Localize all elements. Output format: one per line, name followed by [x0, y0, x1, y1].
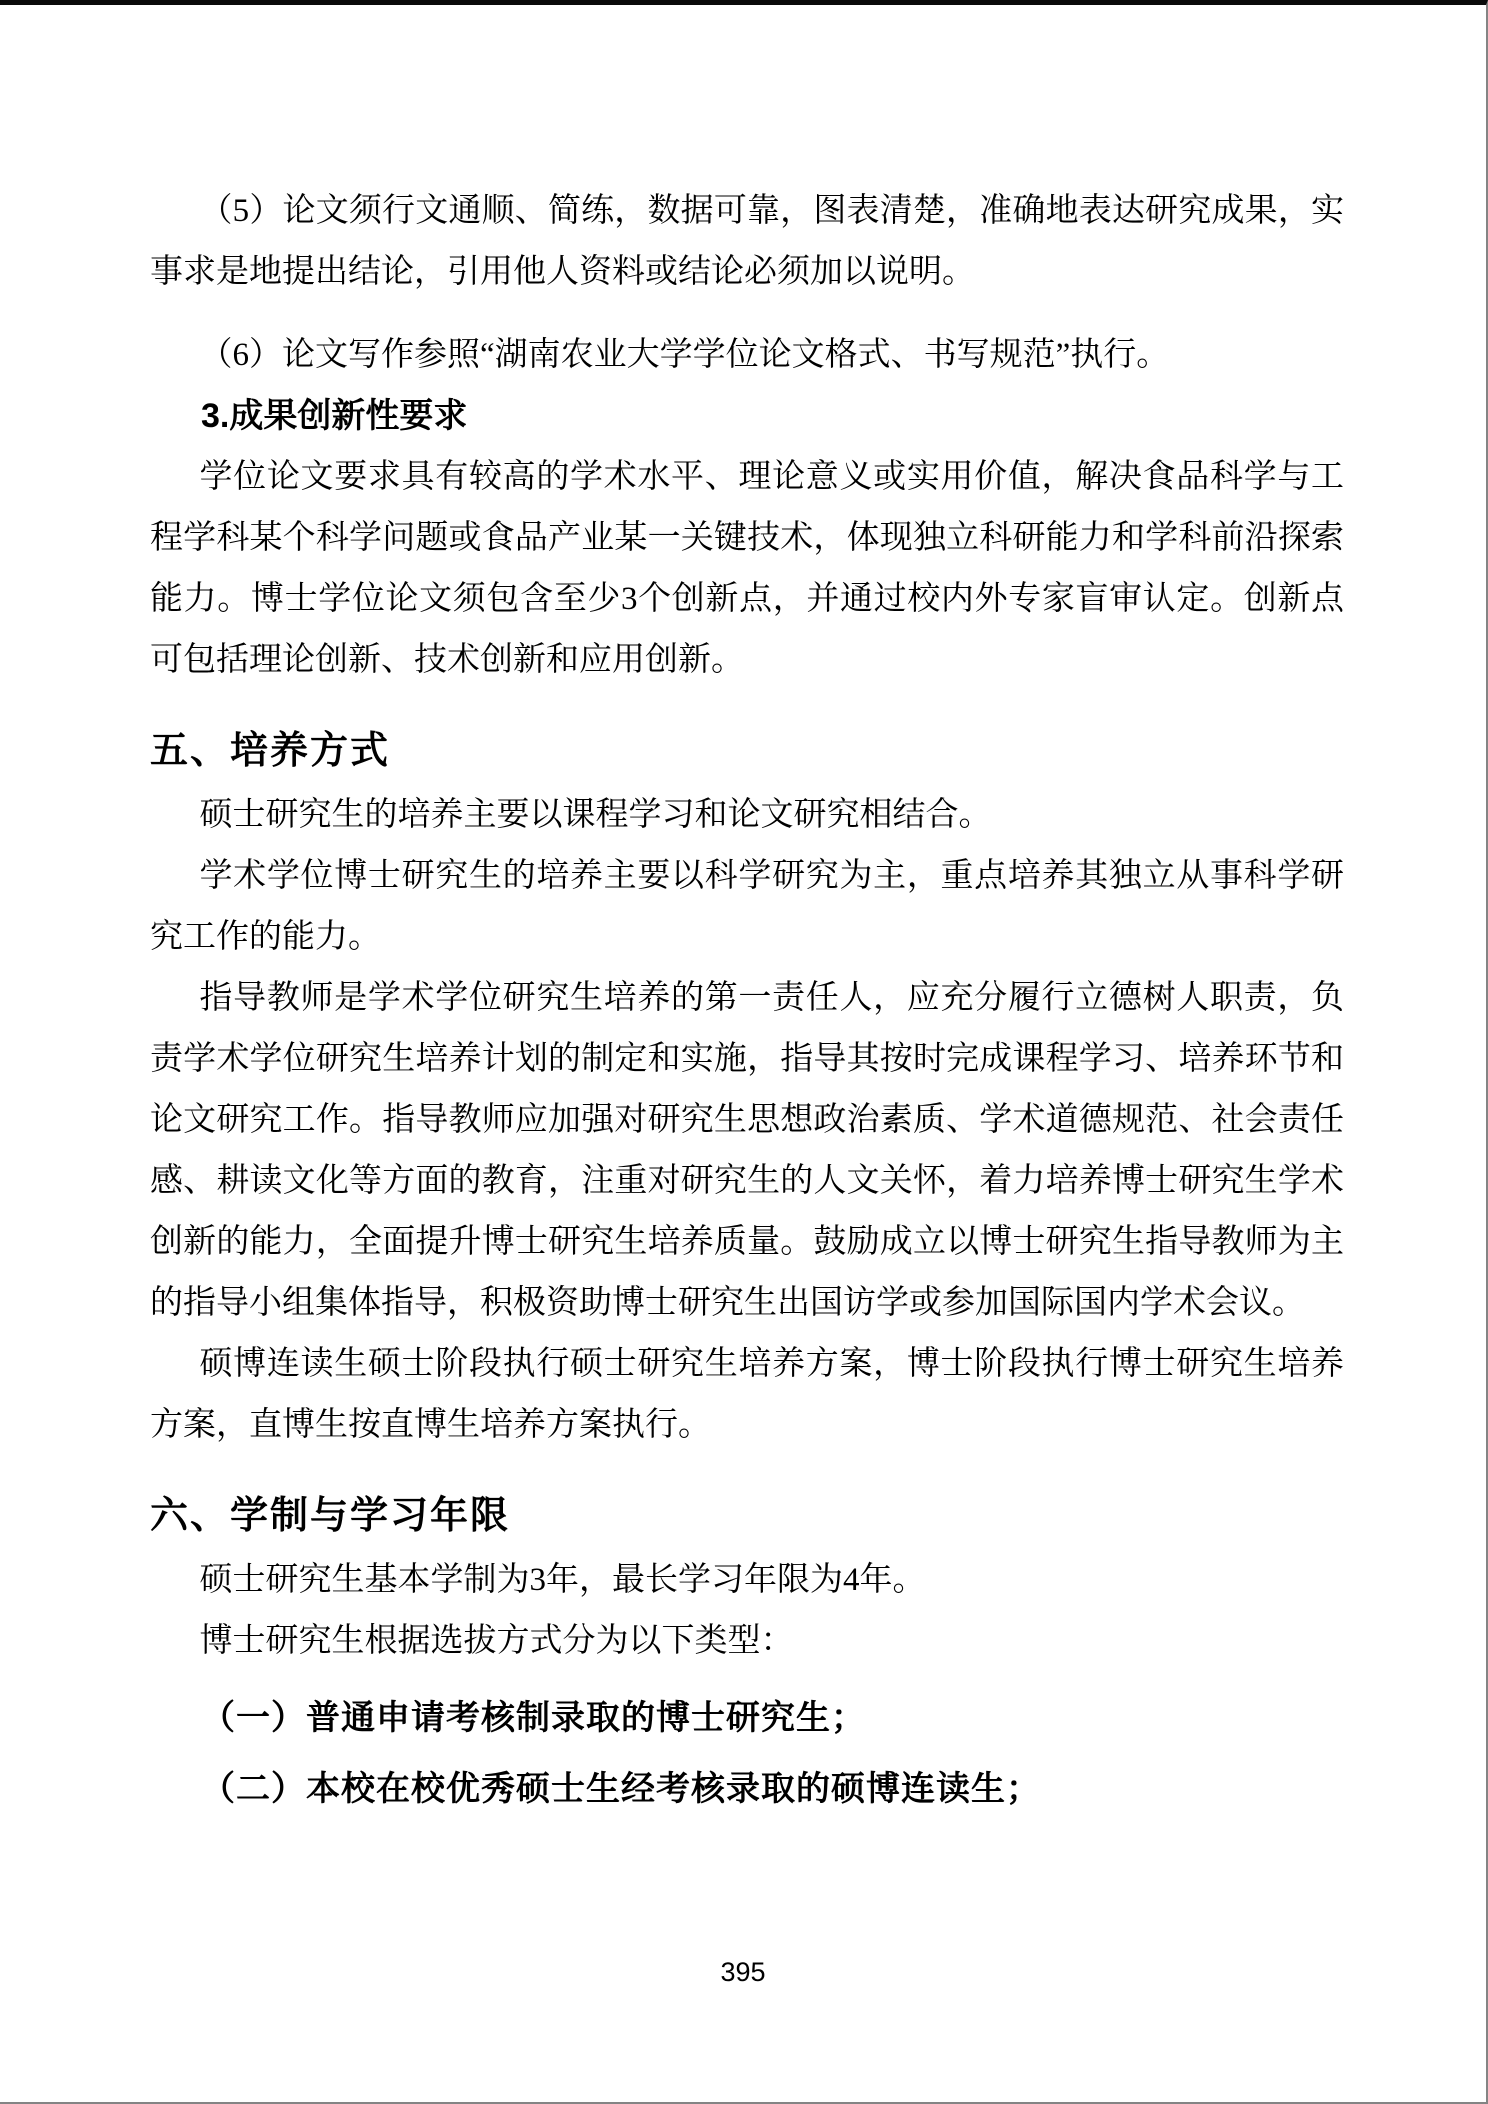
para-master-years: 硕士研究生基本学制为3年，最长学习年限为4年。 — [199, 1562, 926, 1598]
para-thesis-format: （6）论文写作参照“湖南农业大学学位论文格式、书写规范”执行。 — [199, 337, 1170, 373]
para-innovation-detail: 学位论文要求具有较高的学术水平、理论意义或实用价值，解决食品科学与工程学科某个科学问题或食品产业某一关键技术，体现独立科研能力和学科前沿探索能力。博士学位论文须包含至少3个创新点，并通过校内外专家盲审认定。创新点可包括理论创新、技术创新和应用创新。 — [150, 459, 1344, 678]
section-heading-schooling-years: 六、学制与学习年限 — [150, 1495, 511, 1537]
page-number: 395 — [720, 1957, 766, 1987]
para-thesis-fluency: （5）论文须行文通顺、简练，数据可靠，图表清楚，准确地表达研究成果，实事求是地提出结论，引用他人资料或结论必须加以说明。 — [150, 193, 1344, 290]
para-doctoral-types: 博士研究生根据选拔方式分为以下类型： — [199, 1623, 794, 1659]
list-item-doctoral-type-2: （二）本校在校优秀硕士生经考核录取的硕博连读生； — [201, 1770, 1041, 1808]
para-doctoral-training: 学术学位博士研究生的培养主要以科学研究为主，重点培养其独立从事科学研究工作的能力。 — [150, 858, 1344, 955]
para-supervisor-duty: 指导教师是学术学位研究生培养的第一责任人，应充分履行立德树人职责，负责学术学位研究生培养计划的制定和实施，指导其按时完成课程学习、培养环节和论文研究工作。指导教师应加强对研究生思想政治素质、学术道德规范、社会责任感、耕读文化等方面的教育，注重对研究生的人文关怀，着力培养博士研究生学术创新的能力，全面提升博士研究生培养质量。鼓励成立以博士研究生指导教师为主的指导小组集体指导，积极资助博士研究生出国访学或参加国际国内学术会议。 — [150, 980, 1344, 1321]
para-master-training: 硕士研究生的培养主要以课程学习和论文研究相结合。 — [199, 797, 992, 833]
para-successive-program: 硕博连读生硕士阶段执行硕士研究生培养方案，博士阶段执行博士研究生培养方案，直博生按直博生培养方案执行。 — [150, 1346, 1344, 1443]
section-heading-training-mode: 五、培养方式 — [150, 730, 391, 772]
subheading-innovation-requirement: 3.成果创新性要求 — [201, 397, 468, 435]
list-item-doctoral-type-1: （一）普通申请考核制录取的博士研究生； — [201, 1699, 866, 1737]
